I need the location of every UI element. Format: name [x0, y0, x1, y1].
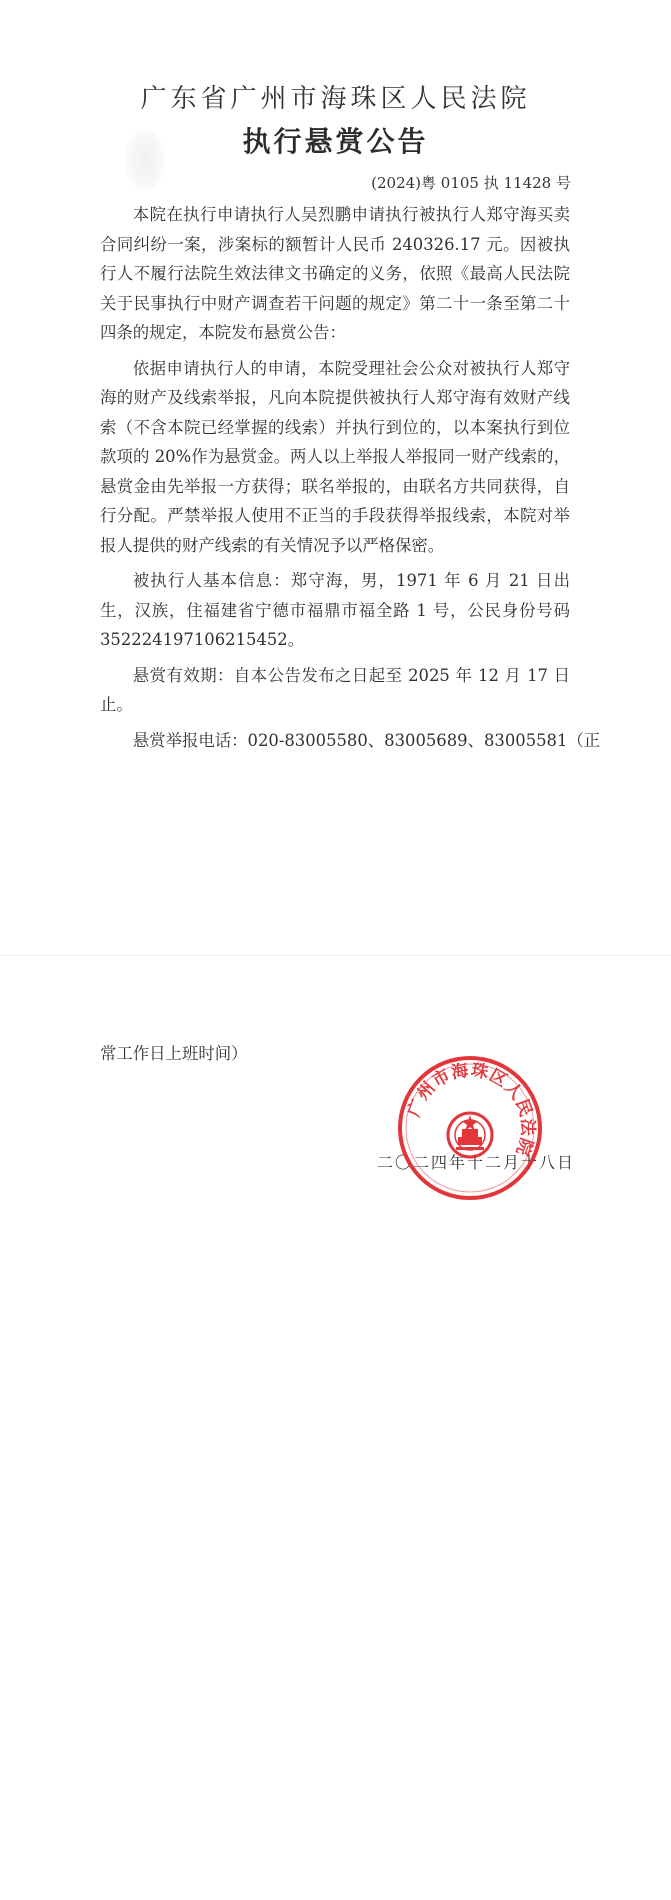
court-seal-icon — [395, 1053, 545, 1203]
page-break — [0, 955, 671, 956]
paragraph-reward-terms: 依据申请执行人的申请，本院受理社会公众对被执行人郑守海的财产及线索举报，凡向本院提供被执行人郑守海有效财产线索（不含本院已经掌握的线索）并执行到位的，以本案执行到位款项的 20%作为悬赏金。两人以上举报人举报同一财产线索的，悬赏金由先举报一方获得；联名举报的，由联名方共同获得，自行分配。严禁举报人使用不正当的手段获得举报线索，本院对举报人提供的财产线索的有关情况予以严格保密。 — [100, 358, 570, 555]
case-number: (2024)粤 0105 执 11428 号 — [371, 174, 571, 192]
paragraph-report-phone: 悬赏举报电话：020-83005580、83005689、83005581（正 — [132, 730, 601, 750]
paragraph-debtor-info: 被执行人基本信息：郑守海，男，1971 年 6 月 21 日出生，汉族，住福建省宁德市福鼎市福全路 1 号，公民身份号码 352224197106215452。 — [100, 571, 570, 649]
court-name: 广东省广州市海珠区人民法院 — [140, 84, 531, 114]
notice-body — [100, 200, 601, 761]
paragraph-validity: 悬赏有效期：自本公告发布之日起至 2025 年 12 月 17 日止。 — [100, 665, 570, 714]
paragraph-case-summary: 本院在执行申请执行人吴烈鹏申请执行被执行人郑守海买卖合同纠纷一案，涉案标的额暂计人民币 240326.17 元。因被执行人不履行法院生效法律文书确定的义务，依照《最高人民法院关于民事执行中财产调查若干问题的规定》第二十一条至第二十四条的规定，本院发布悬赏公告： — [100, 205, 570, 342]
national-emblem-icon — [448, 1113, 492, 1157]
issue-date: 二〇二四年十二月十八日 — [376, 1153, 575, 1172]
report-phone-continued: 常工作日上班时间） — [100, 1044, 248, 1063]
svg-text:广州市海珠区人民法院: 广州市海珠区人民法院 — [404, 1060, 538, 1159]
document-title: 执行悬赏公告 — [242, 125, 429, 158]
